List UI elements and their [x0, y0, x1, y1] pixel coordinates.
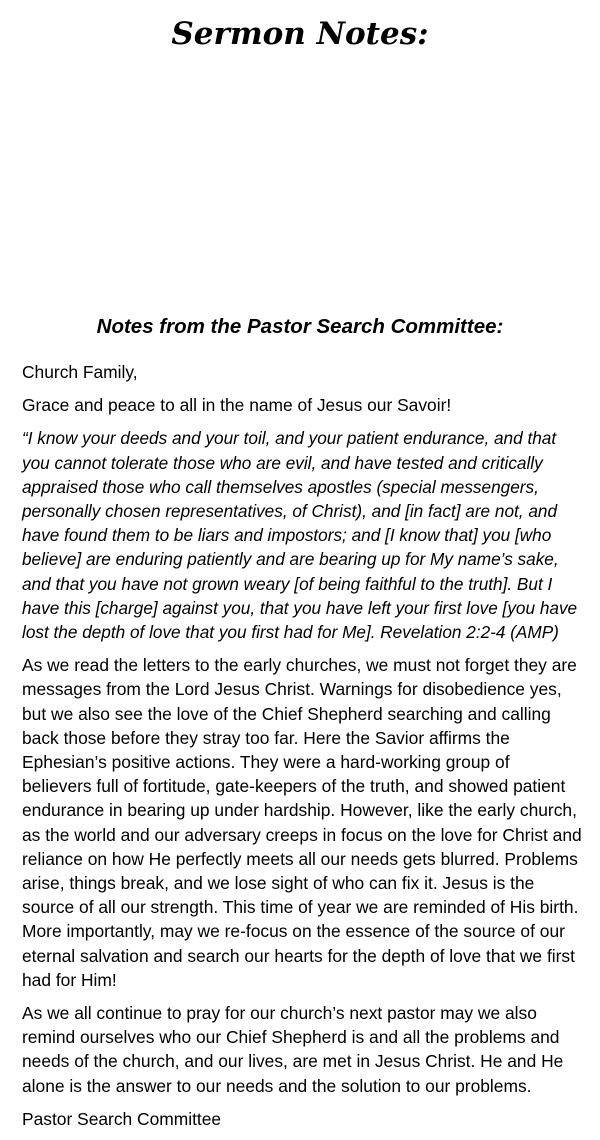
letter-paragraph-1: As we read the letters to the early churches, we must not forget they are messages from the Lord Jesus Christ. Warnings for disobedience yes, but we also see the love of the Chief Shepherd searching and calling back those before they stray too far. Here the Savior affirms the Ephesian’s positive actions. They were a hard-working group of believers full of fortitude, gate-keepers of the truth, and showed patient endurance in bearing up under hardship. However, like the early church, as the world and our adversary creeps in focus on the love for Christ and reliance on how He perfectly meets all our needs gets blurred. Problems arise, things break, and we lose sight of who can fix it. Jesus is the source of all our strength. This time of year we are reminded of His birth. More importantly, may we re-focus on the essence of the source of our eternal salvation and search our hearts for the depth of love that we first had for Him! [22, 655, 582, 990]
letter-signature: Pastor Search Committee [22, 1108, 222, 1129]
committee-notes-heading: Notes from the Pastor Search Committee: [96, 315, 504, 338]
sermon-notes-title: Sermon Notes: [171, 16, 429, 52]
letter-greeting: Grace and peace to all in the name of Jesus our Savoir! [22, 395, 452, 416]
letter-salutation: Church Family, [22, 362, 138, 382]
letter-paragraph-2: As we all continue to pray for our church’s next pastor may we also remind ourselves who our Chief Shepherd is and all the problems and needs of the church, and our lives, are met in Jesus Christ. He and He alone is the answer to our needs and the solution to our problems. [22, 1003, 564, 1096]
sermon-notes-blank-area [20, 60, 580, 310]
committee-letter [22, 360, 582, 1140]
scripture-quote: “I know your deeds and your toil, and your patient endurance, and that you cannot tolerate those who are evil, and have tested and critically appraised those who call themselves apostles (special messengers, personally chosen representatives, of Christ), and [in fact] are not, and have found them to be liars and impostors; and [I know that] you [who believe] are enduring patiently and are bearing up for My name’s sake, and that you have not grown weary [of being faithful to the truth]. But I have this [charge] against you, that you have left your first love [you have lost the depth of love that you first had for Me]. Revelation 2:2-4 (AMP) [22, 428, 578, 643]
